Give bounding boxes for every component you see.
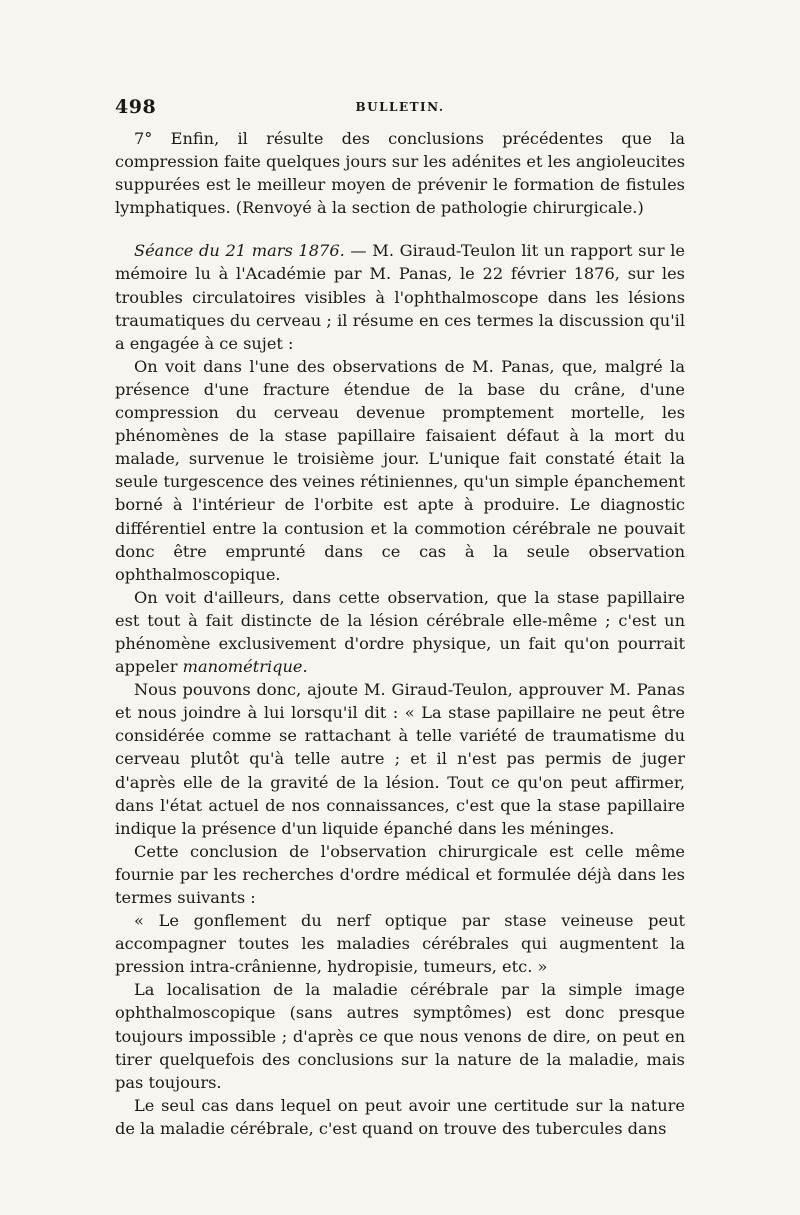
paragraph-1: 7° Enfin, il résulte des conclusions précédentes que la compression faite quelques jours sur les adénites et les angioleucites suppurées est le meilleur moyen de prévenir le formation de fistules lymphatiques. (Renvoyé à la section de pathologie chirurgicale.): [115, 129, 685, 218]
page-header: [115, 96, 685, 126]
session-date: Séance du 21 mars 1876.: [134, 241, 345, 261]
page-number: 498: [115, 96, 157, 118]
paragraph-4-text: On voit d'ailleurs, dans cette observation, que la stase papillaire est tout à fait distincte de la lésion cérébrale elle-même ; c'est un phénomène exclusivement d'ordre physique, un fait qu'on pourrait appeler: [115, 587, 685, 677]
paragraph-9: Le seul cas dans lequel on peut avoir une certitude sur la nature de la maladie cérébrale, c'est quand on trouve des tubercules dans: [115, 1095, 685, 1138]
emphasized-term: manométrique.: [182, 657, 308, 677]
running-title: BULLETIN.: [355, 100, 445, 114]
paragraph-3: On voit dans l'une des observations de M. Panas, que, malgré la présence d'une fracture étendue de la base du crâne, d'une compression du cerveau devenue promptement mortelle, les phénomènes de la stase papillaire faisaient défaut à la mort du malade, survenue le troisième jour. L'unique fait constaté était la seule turgescence des veines rétiniennes, qu'un simple épanchement borné à l'intérieur de l'orbite est apte à produire. Le diagnostic différentiel entre la contusion et la commotion cérébrale ne pouvait donc être emprunté dans ce cas à la seule observation ophthalmoscopique.: [115, 356, 685, 584]
paragraph-4: [115, 586, 685, 678]
paragraph-2-text: — M. Giraud-Teulon lit un rapport sur le mémoire lu à l'Académie par M. Panas, le 22 février 1876, sur les troubles circulatoires visibles à l'ophthalmoscope dans les lésions traumatiques du cerveau ; il résume en ces termes la discussion qu'il a engagée à ce sujet :: [115, 241, 686, 353]
paragraph-5: Nous pouvons donc, ajoute M. Giraud-Teulon, approuver M. Panas et nous joindre à lui lorsqu'il dit : « La stase papillaire ne peut être considérée comme se rattachant à telle variété de traumatisme du cerveau plutôt qu'à telle autre ; et il n'est pas permis de juger d'après elle de la gravité de la lésion. Tout ce qu'on peut affirmer, dans l'état actuel de nos connaissances, c'est que la stase papillaire indique la présence d'un liquide épanché dans les méninges.: [115, 680, 685, 838]
paragraph-7-quote: « Le gonflement du nerf optique par stase veineuse peut accompagner toutes les maladies cérébrales qui augmentent la pression intra-crânienne, hydropisie, tumeurs, etc. »: [115, 911, 685, 977]
paragraph-2: [115, 239, 685, 354]
paragraph-8: La localisation de la maladie cérébrale par la simple image ophthalmoscopique (sans autres symptômes) est donc presque toujours impossible ; d'après ce que nous venons de dire, on peut en tirer quelquefois des conclusions sur la nature de la maladie, mais pas toujours.: [115, 980, 685, 1092]
page-body: [115, 127, 685, 1140]
paragraph-6: Cette conclusion de l'observation chirurgicale est celle même fournie par les recherches d'ordre médical et formulée déjà dans les termes suivants :: [115, 841, 685, 907]
